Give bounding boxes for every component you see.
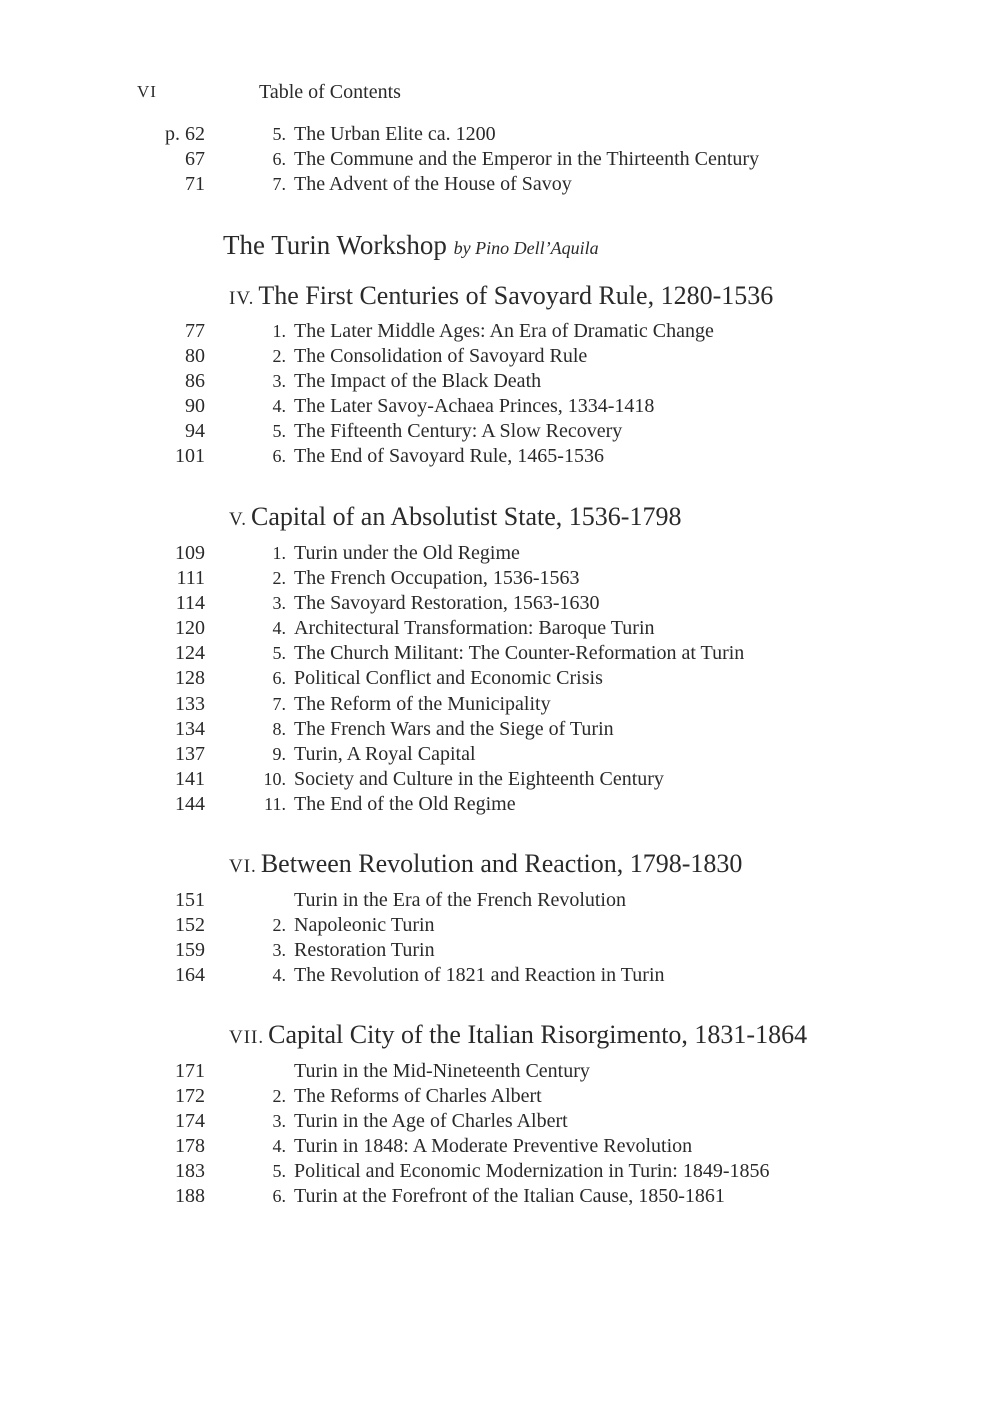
section-title: The Later Savoy-Achaea Princes, 1334-1418: [294, 395, 655, 418]
chapter-title: Capital of an Absolutist State, 1536-1798: [251, 502, 682, 531]
toc-entry[interactable]: [0, 742, 1005, 767]
section-number: 11.: [264, 793, 286, 814]
page-number: 178: [175, 1135, 205, 1158]
section-title: The French Wars and the Siege of Turin: [294, 717, 614, 740]
section-title: Political Conflict and Economic Crisis: [294, 667, 603, 690]
section-number: 5.: [272, 421, 286, 442]
section-title: The Revolution of 1821 and Reaction in Turin: [294, 964, 665, 987]
section-number: 1.: [272, 321, 286, 341]
page-number: 80: [185, 345, 205, 368]
page-number: 109: [175, 542, 205, 564]
chapter-number: VI.: [229, 856, 257, 877]
page-number: 174: [175, 1110, 205, 1133]
section-number: 3.: [272, 371, 286, 392]
chapter-title: The First Centuries of Savoyard Rule, 1280-1536: [258, 281, 774, 310]
toc-entry[interactable]: [0, 566, 1005, 591]
section-title: Turin in the Age of Charles Albert: [294, 1110, 568, 1133]
page-number: 111: [176, 567, 205, 590]
section-number: 3.: [272, 940, 286, 961]
chapter-number: V.: [229, 509, 248, 530]
page-number: 120: [175, 617, 205, 640]
section-number: 6.: [272, 668, 286, 689]
section-title: Turin at the Forefront of the Italian Cause, 1850-1861: [294, 1185, 725, 1208]
page-number: 134: [175, 717, 205, 740]
section-title: Napoleonic Turin: [294, 914, 435, 937]
page-number: 171: [175, 1060, 205, 1082]
page-number: 172: [175, 1085, 205, 1108]
section-title: Restoration Turin: [294, 939, 435, 962]
section-title: The Reforms of Charles Albert: [294, 1085, 542, 1108]
page-number: 128: [175, 667, 205, 690]
section-number: 9.: [272, 743, 286, 764]
section-number: 8.: [272, 718, 286, 739]
toc-entry[interactable]: [0, 666, 1005, 691]
page-number: 71: [185, 173, 205, 196]
toc-entry[interactable]: [0, 591, 1005, 616]
page-number: 77: [185, 320, 205, 342]
page-number: 144: [175, 792, 205, 815]
section-title: Turin in the Era of the French Revolution: [294, 889, 626, 911]
toc-entry[interactable]: [0, 792, 1005, 817]
page-number: 67: [185, 148, 205, 171]
page-number: 137: [175, 742, 205, 765]
toc-entry[interactable]: [0, 1184, 1005, 1209]
chapter-heading[interactable]: [229, 500, 681, 537]
page-number: 159: [175, 939, 205, 962]
section-title: The Fifteenth Century: A Slow Recovery: [294, 420, 623, 443]
toc-entry[interactable]: [0, 1059, 1005, 1084]
section-title: Political and Economic Modernization in Turin: 1849-1856: [294, 1160, 770, 1183]
section-number: 3.: [272, 1111, 286, 1132]
chapter-heading[interactable]: [229, 1018, 807, 1055]
section-title: The French Occupation, 1536-1563: [294, 567, 580, 590]
toc-entry[interactable]: [0, 616, 1005, 641]
section-title: The Commune and the Emperor in the Thirteenth Century: [294, 148, 760, 171]
section-number: 4.: [272, 1136, 286, 1157]
chapter-number: VII.: [229, 1027, 265, 1048]
toc-entry[interactable]: [0, 963, 1005, 988]
section-title: The Impact of the Black Death: [294, 370, 542, 393]
page-number: 164: [175, 964, 205, 987]
section-title: The End of Savoyard Rule, 1465-1536: [294, 445, 604, 468]
page-number: 101: [175, 445, 205, 468]
section-title: The Church Militant: The Counter-Reformation at Turin: [294, 642, 745, 665]
chapter-number: IV.: [229, 288, 255, 309]
section-number: 7.: [272, 693, 286, 714]
page-number: 133: [175, 692, 205, 715]
section-number: 4.: [272, 618, 286, 639]
page-number: 183: [175, 1160, 205, 1183]
chapter-entry-list: [0, 1059, 1005, 1210]
page-number: 124: [175, 642, 205, 665]
toc-entry[interactable]: [0, 394, 1005, 419]
toc-entry[interactable]: [0, 369, 1005, 394]
toc-entry[interactable]: [0, 541, 1005, 566]
section-title: The End of the Old Regime: [294, 792, 516, 815]
toc-entry[interactable]: [0, 1109, 1005, 1134]
chapter-heading[interactable]: [229, 847, 742, 884]
section-title: Turin in the Mid-Nineteenth Century: [294, 1060, 590, 1082]
page-folio: VI: [137, 82, 157, 101]
section-title: The Urban Elite ca. 1200: [294, 123, 496, 145]
page-number: 114: [175, 592, 205, 615]
section-number: 6.: [272, 149, 286, 170]
section-number: 1.: [272, 543, 286, 563]
toc-entry[interactable]: [0, 913, 1005, 938]
section-number: 5.: [272, 124, 286, 144]
chapter-title: Capital City of the Italian Risorgimento, 1831-1864: [268, 1020, 808, 1049]
section-number: 2.: [272, 1086, 286, 1107]
section-title: Turin under the Old Regime: [294, 542, 520, 564]
section-number: 10.: [263, 768, 286, 789]
section-title: Turin, A Royal Capital: [294, 742, 476, 765]
toc-entry[interactable]: [0, 419, 1005, 444]
page-number: 86: [185, 370, 205, 393]
section-number: 5.: [272, 643, 286, 664]
chapter-entry-list: [0, 319, 1005, 470]
page-number: 151: [175, 889, 205, 911]
toc-entry[interactable]: [0, 938, 1005, 963]
part-heading: [223, 228, 599, 265]
running-title: Table of Contents: [259, 81, 401, 103]
page-number: p. 62: [165, 123, 205, 145]
toc-entry[interactable]: [0, 767, 1005, 792]
toc-entry[interactable]: [0, 641, 1005, 666]
page-number: 94: [185, 420, 205, 443]
toc-entry[interactable]: [0, 147, 1005, 172]
toc-entry[interactable]: [0, 172, 1005, 197]
section-number: 2.: [272, 346, 286, 367]
running-head: [0, 79, 1005, 105]
chapter-title: Between Revolution and Reaction, 1798-1830: [260, 849, 743, 878]
section-number: 2.: [272, 915, 286, 936]
toc-entry[interactable]: [0, 717, 1005, 742]
section-number: 7.: [272, 174, 286, 195]
page-number: 188: [175, 1185, 205, 1208]
toc-entry[interactable]: [0, 1134, 1005, 1159]
toc-entry[interactable]: [0, 444, 1005, 469]
toc-entry[interactable]: [0, 1084, 1005, 1109]
continued-entry-list: [0, 122, 1005, 197]
part-byline: by Pino Dell’Aquila: [453, 238, 599, 258]
section-title: The Reform of the Municipality: [294, 692, 551, 715]
section-title: Turin in 1848: A Moderate Preventive Revolution: [294, 1135, 693, 1158]
chapter-entry-list: [0, 541, 1005, 817]
toc-entry[interactable]: [0, 888, 1005, 913]
page-number: 152: [175, 914, 205, 937]
section-title: Society and Culture in the Eighteenth Century: [294, 767, 664, 790]
page-number: 141: [175, 767, 205, 790]
chapter-heading[interactable]: [229, 279, 773, 316]
chapter-entry-list: [0, 888, 1005, 988]
toc-entry[interactable]: [0, 344, 1005, 369]
section-title: The Advent of the House of Savoy: [294, 173, 572, 196]
section-number: 5.: [272, 1161, 286, 1182]
part-title: The Turin Workshop: [223, 230, 447, 260]
toc-entry[interactable]: [0, 1159, 1005, 1184]
toc-entry[interactable]: [0, 122, 1005, 147]
toc-entry[interactable]: [0, 692, 1005, 717]
section-number: 2.: [272, 568, 286, 589]
section-number: 4.: [272, 396, 286, 417]
section-number: 6.: [272, 1186, 286, 1207]
section-title: The Savoyard Restoration, 1563-1630: [294, 592, 600, 615]
section-number: 3.: [272, 593, 286, 614]
section-number: 6.: [272, 446, 286, 467]
toc-entry[interactable]: [0, 319, 1005, 344]
section-title: The Consolidation of Savoyard Rule: [294, 345, 588, 368]
section-title: The Later Middle Ages: An Era of Dramatic Change: [294, 320, 714, 342]
page-number: 90: [185, 395, 205, 418]
section-number: 4.: [272, 965, 286, 986]
section-title: Architectural Transformation: Baroque Turin: [294, 617, 655, 640]
